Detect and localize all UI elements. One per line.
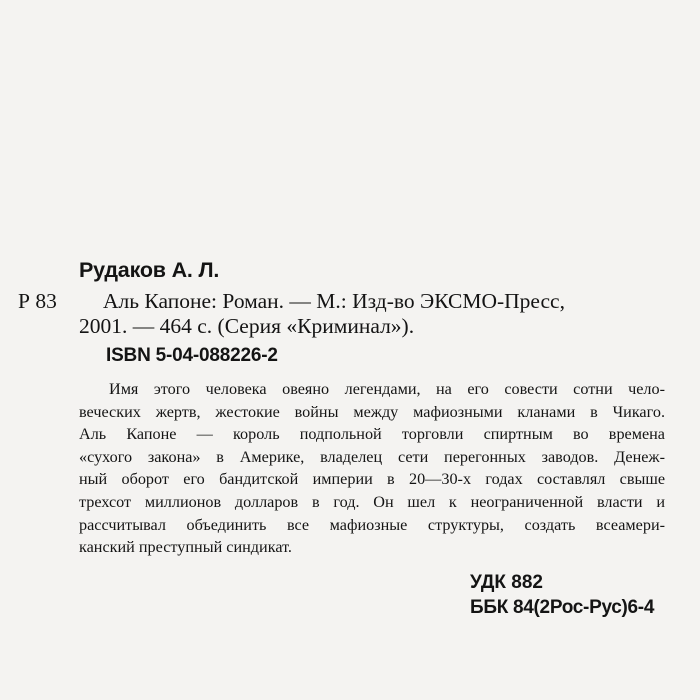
bibliographic-line-1: Аль Капоне: Роман. — М.: Изд-во ЭКСМО-Пресс,: [103, 289, 565, 313]
udk-index: УДК 882: [470, 572, 543, 593]
annotation-line: Имя этого человека овеяно легендами, на его совести сотни чело-: [109, 380, 665, 398]
annotation-text: [79, 378, 665, 559]
isbn-number: ISBN 5-04-088226-2: [106, 345, 278, 366]
annotation-line: трехсот миллионов долларов в год. Он шел к неограниченной власти и: [79, 492, 665, 511]
bbk-index: ББК 84(2Рос-Рус)6-4: [470, 597, 655, 618]
annotation-line: Аль Капоне — король подпольной торговли спиртным во времена: [79, 425, 665, 444]
annotation-line: рассчитывал объединить все мафиозные структуры, создать всеамери-: [79, 515, 665, 534]
bibliographic-line-2: 2001. — 464 с. (Серия «Криминал»).: [79, 314, 415, 338]
annotation-line: ный оборот его бандитской империи в 20—30-х годах составлял свыше: [79, 470, 665, 489]
annotation-line: веческих жертв, жестокие войны между мафиозными кланами в Чикаго.: [79, 402, 665, 421]
catalog-code: Р 83: [18, 289, 57, 313]
annotation-line: «сухого закона» в Америке, владелец сети перегонных заводов. Денеж-: [79, 447, 665, 466]
author-name: Рудаков А. Л.: [79, 258, 220, 282]
annotation-line: канский преступный синдикат.: [79, 538, 292, 557]
